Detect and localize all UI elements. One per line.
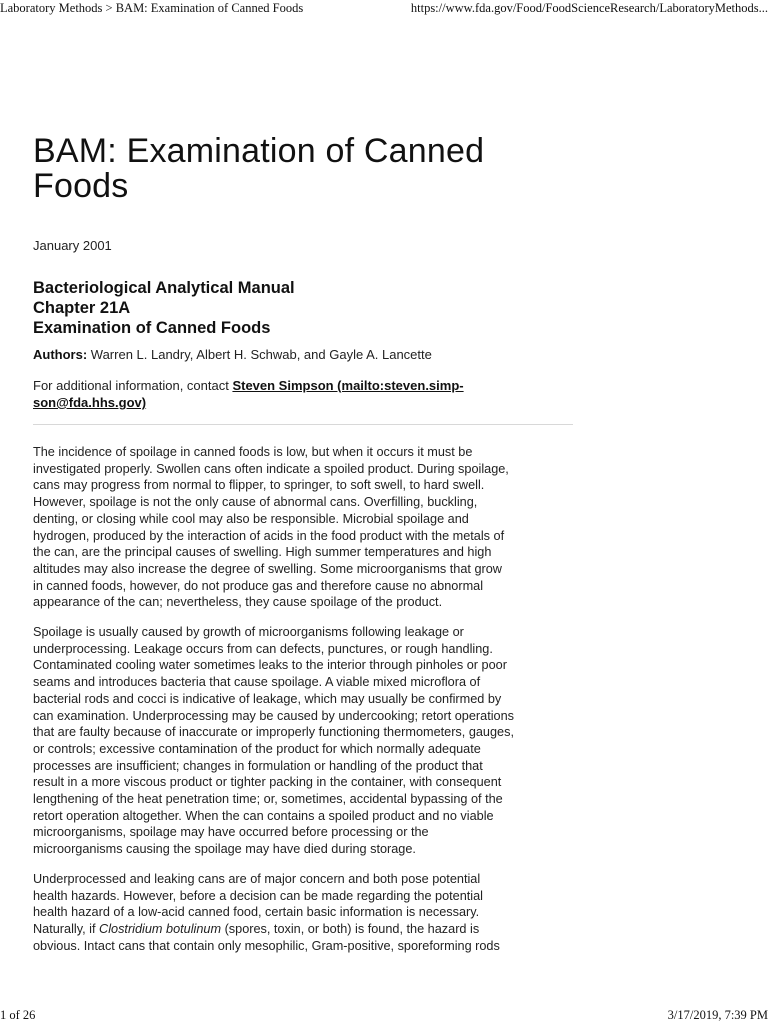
paragraph-3 — [33, 871, 573, 955]
authors — [33, 346, 573, 363]
paragraph-1-line: However, spoilage is not the only cause of abnormal cans. Overfilling, buckling, — [33, 495, 478, 510]
page-title — [33, 134, 573, 204]
print-footer — [0, 1007, 768, 1023]
manual-heading — [33, 278, 573, 338]
paragraph-2-line: or controls; excessive contamination of the product for which normally adequate — [33, 741, 481, 756]
paragraph-2-line: Contaminated cooling water sometimes leaks to the interior through pinholes or poor — [33, 658, 507, 673]
paragraph-1-line: in canned foods, however, do not produce gas and therefore cause no abnormal — [33, 578, 484, 593]
paragraph-1-line: appearance of the can; nevertheless, they cause spoilage of the product. — [33, 595, 443, 610]
paragraph-2-line: that are faulty because of inaccurate or improperly functioning thermometers, gauges, — [33, 725, 514, 740]
page-count: 1 of 26 — [0, 1008, 36, 1022]
manual-heading-line-2: Chapter 21A — [33, 299, 131, 317]
paragraph-2-line: Spoilage is usually caused by growth of microorganisms following leakage or — [33, 625, 464, 640]
paragraph-1-line: the can, are the principal causes of swelling. High summer temperatures and high — [33, 545, 492, 560]
contact-link-line-2: son@fda.hhs.gov) — [33, 395, 147, 410]
manual-heading-line-1: Bacteriological Analytical Manual — [33, 279, 295, 297]
authors-label: Authors: — [33, 347, 88, 362]
paragraph-2-line: underprocessing. Leakage occurs from can defects, punctures, or rough handling. — [33, 641, 493, 656]
paragraph-3-line: health hazards. However, before a decision can be made regarding the potential — [33, 888, 483, 903]
publication-date: January 2001 — [33, 238, 112, 253]
paragraph-3-line: obvious. Intact cans that contain only mesophilic, Gram-positive, sporeforming rods — [33, 938, 500, 953]
paragraph-3-line — [33, 921, 573, 938]
paragraph-3-line-4-post: (spores, toxin, or both) is found, the hazard is — [221, 921, 480, 936]
paragraph-1 — [33, 444, 573, 611]
print-timestamp: 3/17/2019, 7:39 PM — [667, 1008, 768, 1022]
paragraph-1-line: altitudes may also increase the degree of swelling. Some microorganisms that grow — [33, 561, 502, 576]
paragraph-2-line: microorganisms causing the spoilage may have died during storage. — [33, 842, 416, 857]
paragraph-3-line: health hazard of a low-acid canned food, certain basic information is necessary. — [33, 905, 480, 920]
paragraph-1-line: cans may progress from normal to flipper, to springer, to soft swell, to hard swell. — [33, 478, 485, 493]
divider — [33, 424, 573, 425]
print-header — [0, 0, 768, 16]
manual-heading-line-3: Examination of Canned Foods — [33, 319, 271, 337]
paragraph-2-line: processes are insufficient; changes in formulation or handling of the product that — [33, 758, 483, 773]
paragraph-2-line: result in a more viscous product or tighter packing in the container, with consequent — [33, 775, 502, 790]
authors-names: Warren L. Landry, Albert H. Schwab, and Gayle A. Lancette — [87, 347, 432, 362]
contact-prefix: For additional information, contact — [33, 378, 233, 393]
print-header-url: https://www.fda.gov/Food/FoodScienceResearch/LaboratoryMethods... — [410, 1, 768, 15]
paragraph-1-line: The incidence of spoilage in canned foods is low, but when it occurs it must be — [33, 445, 473, 459]
organism-name: Clostridium botulinum — [99, 921, 222, 936]
print-header-title: Laboratory Methods > BAM: Examination of Canned Foods — [0, 1, 304, 15]
paragraph-2-line: retort operation altogether. When the can contains a spoiled product and no viable — [33, 808, 494, 823]
paragraph-2-line: microorganisms, spoilage may have occurred before processing or the — [33, 825, 429, 840]
paragraph-2 — [33, 624, 573, 858]
contact-info — [33, 377, 573, 411]
paragraph-1-line: hydrogen, produced by the interaction of acids in the food product with the metals of — [33, 528, 505, 543]
page-title-line-1: BAM: Examination of Canned — [33, 132, 485, 170]
paragraph-2-line: seams and introduces bacteria that cause spoilage. A viable mixed microflora of — [33, 675, 481, 690]
page-title-line-2: Foods — [33, 167, 129, 205]
paragraph-2-line: lengthening of the heat penetration time; or, sometimes, accidental bypassing of the — [33, 792, 503, 807]
paragraph-3-line: Underprocessed and leaking cans are of major concern and both pose potential — [33, 871, 481, 886]
paragraph-3-line-4-pre: Naturally, if — [33, 921, 100, 936]
paragraph-2-line: bacterial rods and cocci is indicative of leakage, which may usually be confirmed by — [33, 691, 502, 706]
paragraph-2-line: can examination. Underprocessing may be caused by undercooking; retort operations — [33, 708, 514, 723]
paragraph-1-line: investigated properly. Swollen cans often indicate a spoiled product. During spoilage, — [33, 461, 509, 476]
paragraph-1-line: denting, or closing while cool may also be responsible. Microbial spoilage and — [33, 511, 469, 526]
contact-link-line-1: Steven Simpson (mailto:steven.simp- — [232, 378, 464, 393]
article-body — [33, 444, 573, 954]
article-content — [33, 134, 573, 954]
